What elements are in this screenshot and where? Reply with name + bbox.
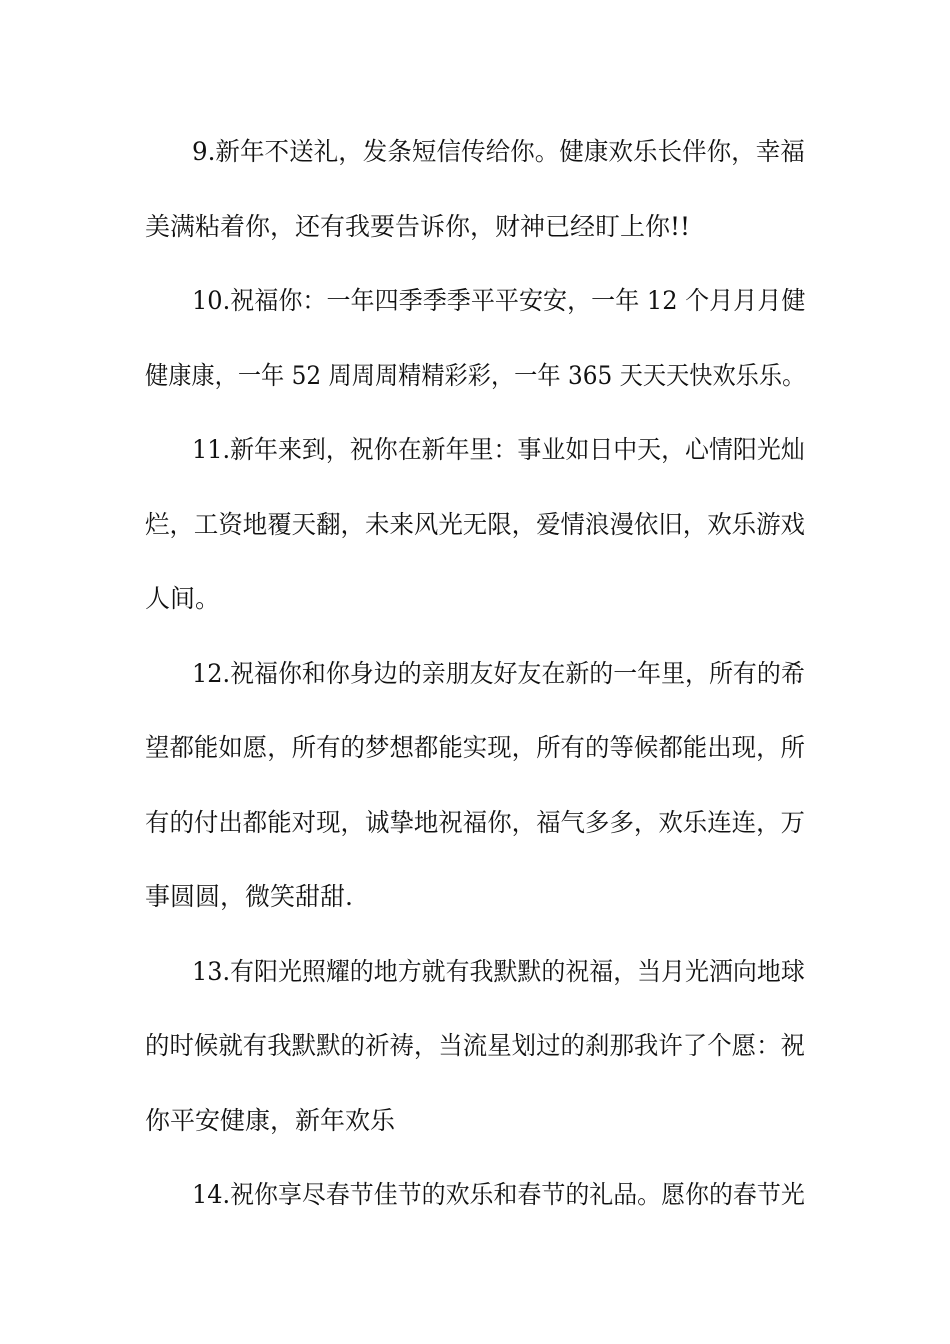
paragraph-14-line-1: [0, 1175, 950, 1215]
paragraph-12-line-3: [0, 803, 950, 843]
paragraph-10-line-1: [0, 281, 950, 321]
paragraph-13-text-2: 的时候就有我默默的祈祷，当流星划过的刹那我许了个愿：祝: [145, 1031, 806, 1060]
paragraph-13-text-3: 你平安健康，新年欢乐: [145, 1106, 396, 1135]
paragraph-11-line-1: [0, 430, 950, 470]
paragraph-11-text-3: 人间。: [145, 584, 221, 613]
paragraph-10-text-1: 10.祝福你：一年四季季季平平安安，一年 12 个月月月健: [192, 286, 806, 315]
paragraph-10-line-2: [0, 356, 950, 396]
paragraph-9-text-2: 美满粘着你，还有我要告诉你，财神已经盯上你!!: [145, 212, 691, 241]
paragraph-14-text-1: 14.祝你享尽春节佳节的欢乐和春节的礼品。愿你的春节光: [192, 1180, 805, 1209]
paragraph-10-text-2: 健康康，一年 52 周周周精精彩彩，一年 365 天天天快欢乐乐。: [145, 361, 806, 390]
paragraph-12-text-2: 望都能如愿，所有的梦想都能实现，所有的等候都能出现，所: [145, 733, 806, 762]
paragraph-13-line-1: [0, 952, 950, 992]
paragraph-13-text-1: 13.有阳光照耀的地方就有我默默的祝福，当月光洒向地球: [192, 957, 805, 986]
paragraph-12-text-4: 事圆圆，微笑甜甜.: [145, 882, 353, 911]
paragraph-9-line-1: [0, 132, 950, 172]
paragraph-11-text-1: 11.新年来到，祝你在新年里：事业如日中天，心情阳光灿: [192, 435, 805, 464]
paragraph-9-text-1: 9.新年不送礼，发条短信传给你。健康欢乐长伴你，幸福: [192, 137, 805, 166]
paragraph-12-text-3: 有的付出都能对现，诚挚地祝福你，福气多多，欢乐连连，万: [145, 808, 806, 837]
paragraph-9-line-2: [0, 207, 950, 247]
paragraph-11-line-2: [0, 505, 950, 545]
paragraph-13-line-3: [0, 1101, 950, 1141]
paragraph-12-text-1: 12.祝福你和你身边的亲朋友好友在新的一年里，所有的希: [192, 659, 805, 688]
paragraph-11-text-2: 烂，工资地覆天翻，未来风光无限，爱情浪漫依旧，欢乐游戏: [145, 510, 806, 539]
paragraph-12-line-4: [0, 877, 950, 917]
paragraph-11-line-3: [0, 579, 950, 619]
paragraph-12-line-1: [0, 654, 950, 694]
paragraph-12-line-2: [0, 728, 950, 768]
paragraph-13-line-2: [0, 1026, 950, 1066]
